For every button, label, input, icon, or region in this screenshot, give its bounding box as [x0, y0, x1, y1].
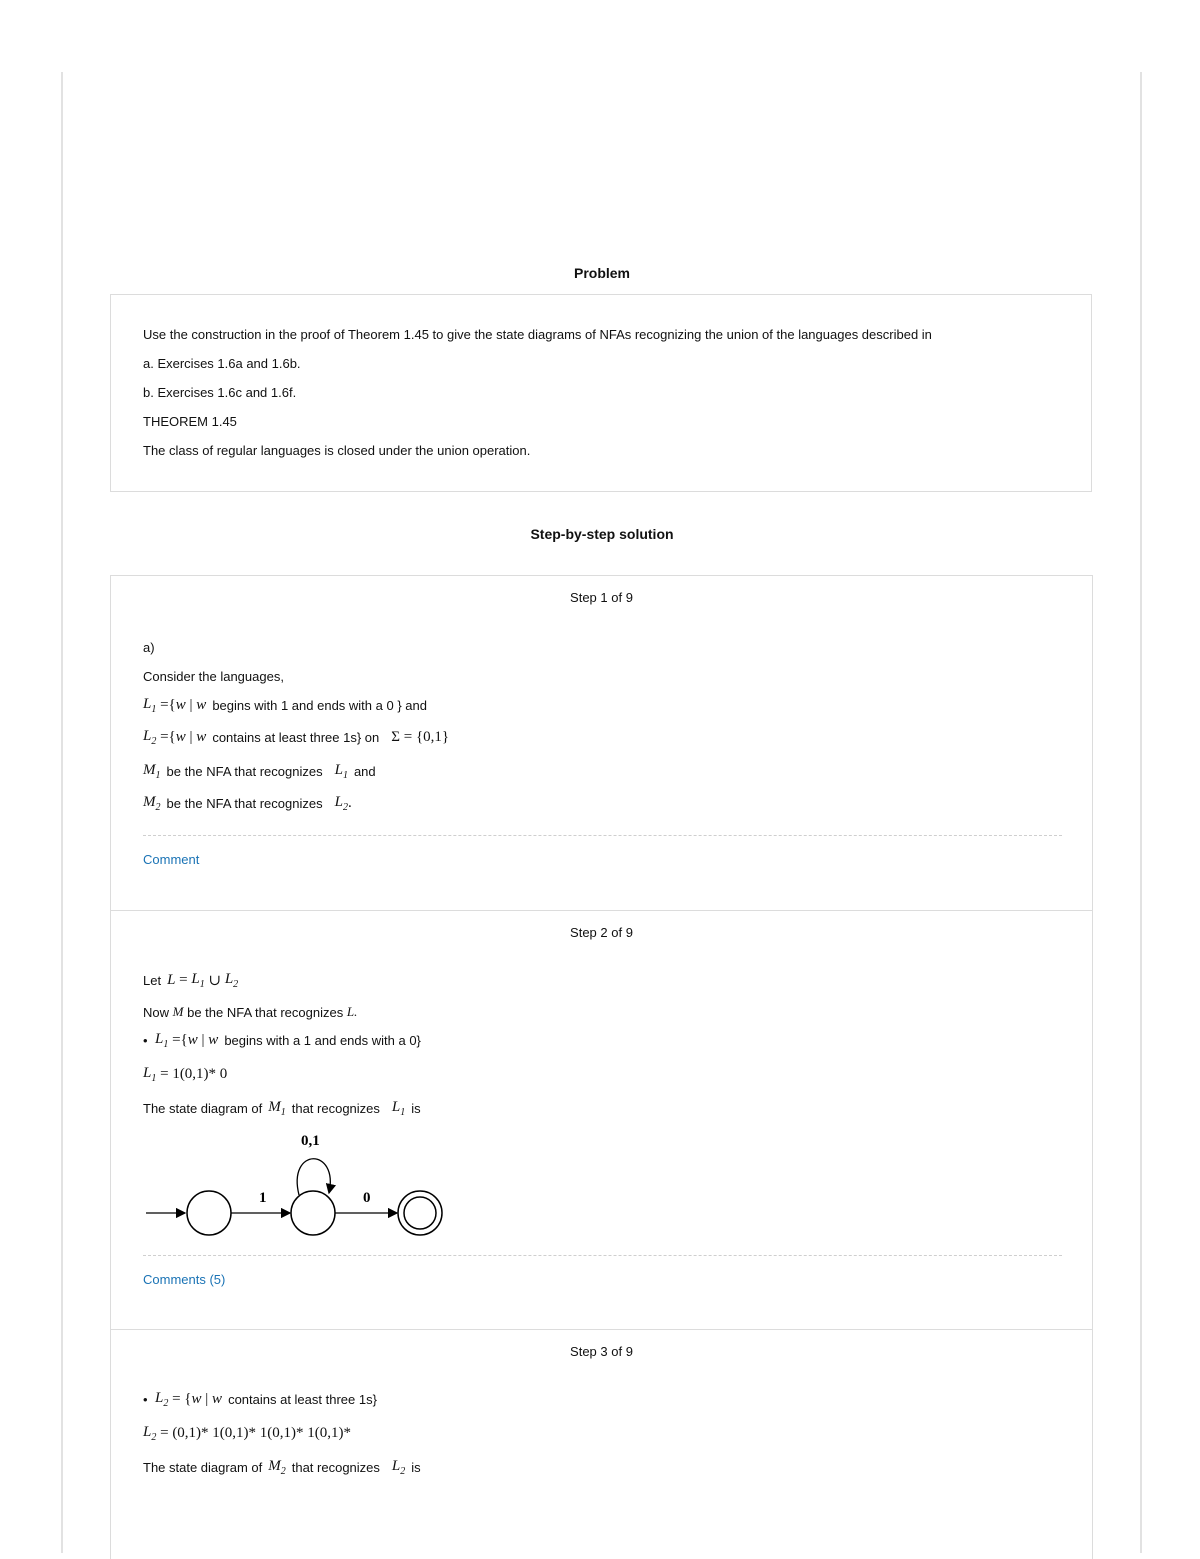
step-1-l1-definition: $L_1$ ={ w | w begins with 1 and ends with a 0 } and [143, 696, 427, 715]
step-3-caption-mid: that recognizes [291, 1460, 380, 1475]
step-2-caption-post: is [411, 1101, 421, 1116]
step-3-label: Step 3 of 9 [570, 1344, 633, 1359]
page-frame-right [1140, 72, 1142, 1553]
step-2-bullet-text: begins with a 1 and ends with a 0} [224, 1033, 421, 1048]
step-1-m1-line: $M_1$ be the NFA that recognizes $L_1$ and [143, 762, 376, 781]
theorem-statement: The class of regular languages is closed under the union operation. [143, 443, 531, 458]
step-2-now-mid: be the NFA that recognizes [187, 1004, 344, 1020]
step-1-part: a) [143, 640, 155, 655]
step-3-regex: (0,1)* 1(0,1)* 1(0,1)* 1(0,1)* [172, 1425, 352, 1441]
step-2-bullet-line: • $L_1$ ={ w | w begins with a 1 and ends with a 0} [143, 1031, 421, 1050]
problem-heading: Problem [573, 265, 630, 281]
edge-q0-q1-label: 1 [259, 1190, 267, 1206]
page-frame-left [61, 72, 63, 1553]
step-3-diagram-caption: The state diagram of $M_2$ that recognizes $L_2$ is [143, 1458, 421, 1477]
state-q2-accept-inner [404, 1197, 436, 1229]
step-2-comments-link[interactable]: Comments (5) [143, 1272, 226, 1287]
step-1-l2-definition: $L_2$ ={ w | w contains at least three 1s} on Σ = {0,1} [143, 728, 450, 747]
step-1-l2-text: contains at least three 1s} on [212, 730, 380, 745]
self-loop-q1 [297, 1159, 330, 1195]
problem-part-a: a. Exercises 1.6a and 1.6b. [143, 356, 301, 371]
problem-box [110, 294, 1092, 492]
step-2-card [110, 910, 1093, 1330]
step-2-now-pre: Now [143, 1004, 170, 1020]
step-1-intro: Consider the languages, [143, 669, 284, 684]
step-2-regex: 1(0,1)* 0 [172, 1066, 228, 1082]
state-q1 [291, 1191, 335, 1235]
step-1-m2-line: $M_2$ be the NFA that recognizes $L_2$ . [143, 794, 352, 813]
step-3-bullet-text: contains at least three 1s} [228, 1392, 377, 1407]
theorem-title: THEOREM 1.45 [143, 414, 237, 429]
step-2-divider [143, 1255, 1062, 1256]
self-loop-q1-label: 0,1 [301, 1133, 320, 1149]
step-2-now-line: Now M be the NFA that recognizes L. [143, 1004, 358, 1020]
edge-q1-q2-label: 0 [363, 1190, 371, 1206]
step-2-caption-pre: The state diagram of [143, 1101, 263, 1116]
step-2-diagram-caption: The state diagram of $M_1$ that recognizes $L_1$ is [143, 1099, 421, 1118]
step-1-comment-link[interactable]: Comment [143, 852, 200, 867]
step-1-l1-text: begins with 1 and ends with a 0 } and [212, 698, 427, 713]
step-2-regex-line: $L_1$ = 1(0,1)* 0 [143, 1065, 228, 1084]
step-1-card [110, 575, 1093, 911]
step-2-caption-mid: that recognizes [291, 1101, 380, 1116]
problem-statement: Use the construction in the proof of Theorem 1.45 to give the state diagrams of NFAs recognizing the union of the languages described in [143, 327, 932, 342]
step-1-m1-tail: and [353, 764, 376, 779]
step-2-let-line: Let L = $L_1$ ∪ $L_2$ [143, 971, 239, 990]
step-1-label: Step 1 of 9 [570, 590, 633, 605]
step-3-card [110, 1329, 1093, 1559]
solution-heading: Step-by-step solution [530, 526, 674, 542]
step-3-caption-pre: The state diagram of [143, 1460, 263, 1475]
step-1-sigma: Σ = {0,1} [391, 729, 450, 745]
step-3-regex-line: $L_2$ = (0,1)* 1(0,1)* 1(0,1)* 1(0,1)* [143, 1424, 352, 1443]
step-2-let: Let [143, 973, 162, 988]
step-1-divider [143, 835, 1062, 836]
step-1-m1-text: be the NFA that recognizes [166, 764, 323, 779]
step-1-m2-text: be the NFA that recognizes [166, 796, 323, 811]
problem-part-b: b. Exercises 1.6c and 1.6f. [143, 385, 297, 400]
state-q0 [187, 1191, 231, 1235]
step-3-bullet-line: • $L_2$ = { w | w contains at least three 1s} [143, 1390, 377, 1409]
m1-state-diagram [141, 1125, 451, 1240]
step-3-caption-post: is [411, 1460, 421, 1475]
step-2-label: Step 2 of 9 [570, 925, 633, 940]
